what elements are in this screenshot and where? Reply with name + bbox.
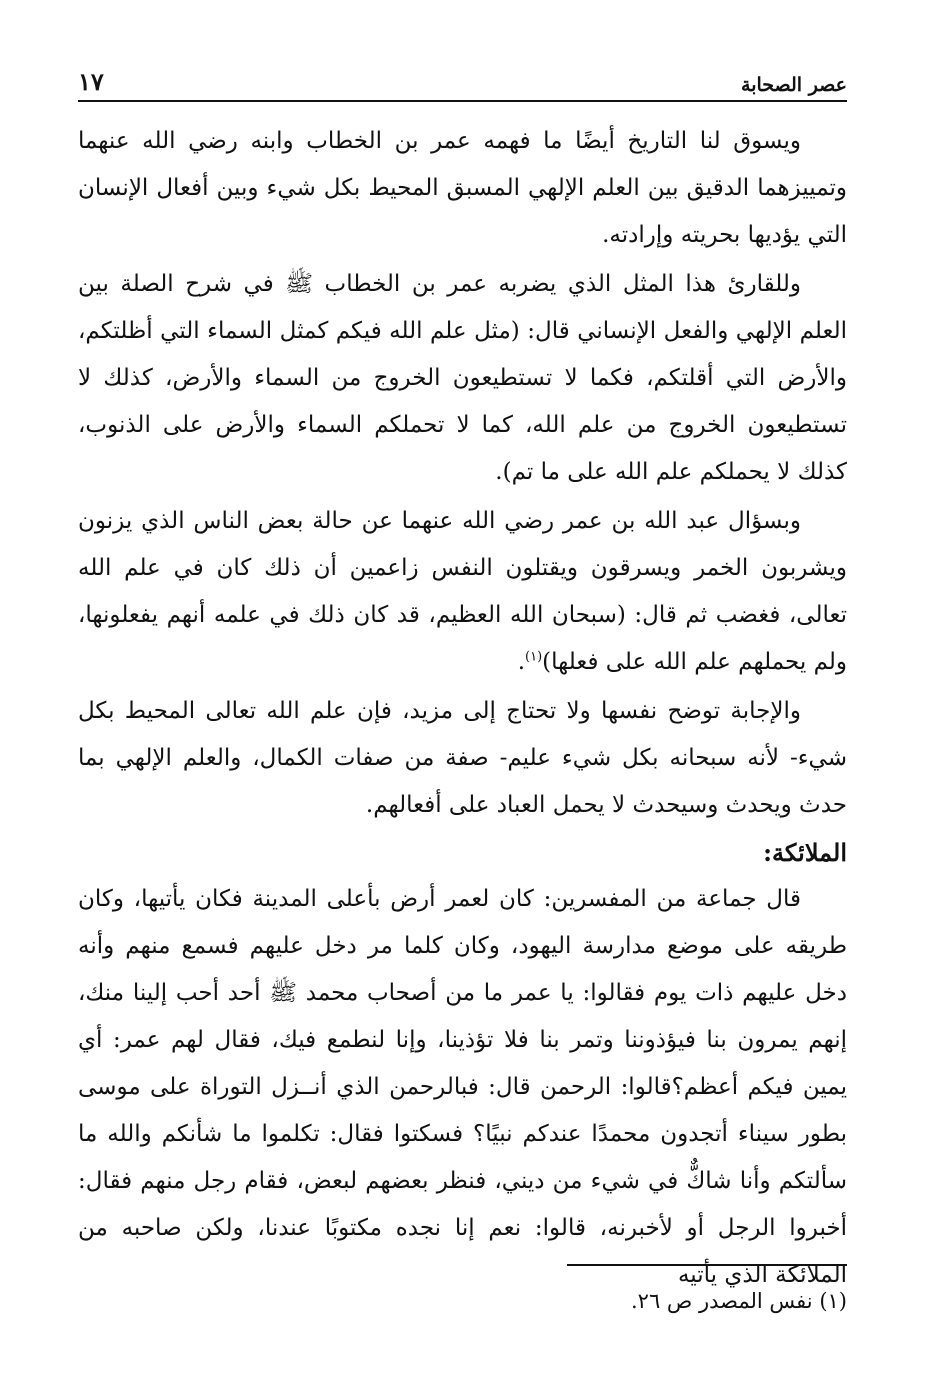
section-heading: الملائكة: (763, 838, 847, 867)
footnote: (١) نفس المصدر ص ٢٦. (630, 1289, 847, 1313)
paragraph-1: ويسوق لنا التاريخ أيضًا ما فهمه عمر بن الخطاب وابنه رضي الله عنهما وتمييزهما الدقيق بين العلم الإلهي المسبق المحيط بكل شيء وبين أفعال الإنسان التي يؤديها بحريته وإرادته. (78, 128, 847, 248)
footnote-reference[interactable]: (١) (525, 649, 543, 665)
running-title: عصر الصحابة (741, 74, 847, 96)
page-number: ١٧ (78, 67, 104, 96)
paragraph-2: وللقارئ هذا المثل الذي يضربه عمر بن الخطاب ﷺ في شرح الصلة بين العلم الإلهي والفعل الإنساني قال: (مثل علم الله فيكم كمثل السماء التي أظلتكم، والأرض التي أقلتكم، فكما لا تستطيعون الخروج من السماء والأرض، كذلك لا تستطيعون الخروج من علم الله، كما لا تحملكم السماء والأرض على الذنوب، كذلك لا يحملكم علم الله على ما تم). (78, 271, 847, 485)
running-header (78, 66, 847, 102)
paragraph-3 (78, 498, 847, 686)
paragraph-4: والإجابة توضح نفسها ولا تحتاج إلى مزيد، فإن علم الله تعالى المحيط بكل شيء- لأنه سبحانه بكل شيء عليم- صفة من صفات الكمال، والعلم الإلهي بما حدث ويحدث وسيحدث لا يحمل العباد على أفعالهم. (78, 698, 847, 818)
paragraph-3-text: وبسؤال عبد الله بن عمر رضي الله عنهما عن حالة بعض الناس الذي يزنون ويشربون الخمر ويسرقون ويقتلون النفس زاعمين أن ذلك كان في علم الله تعالى، فغضب ثم قال: (سبحان الله العظيم، قد كان ذلك في علمه أنهم يفعلونها، ولم يحملهم علم الله على فعلها) (78, 508, 847, 675)
footnote-divider (567, 1264, 847, 1266)
body-text (78, 118, 847, 1299)
paragraph-3-end: . (517, 649, 526, 675)
paragraph-5: قال جماعة من المفسرين: كان لعمر أرض بأعلى المدينة فكان يأتيها، وكان طريقه على موضع مدارسة اليهود، وكان كلما مر دخل عليهم فسمع منهم وأنه دخل عليهم ذات يوم فقالوا: يا عمر ما من أصحاب محمد ﷺ أحد أحب إلينا منك، إنهم يمرون بنا فيؤذوننا وتمر بنا فلا تؤذينا، وإنا لنطمع فيك، فقال لهم عمر: أي يمين فيكم أعظم؟قالوا: الرحمن قال: فبالرحمن الذي أنــزل التوراة على موسى بطور سيناء أتجدون محمدًا عندكم نبيًا؟ فسكتوا فقال: تكلموا ما شأنكم والله ما سألتكم وأنا شاكٌّ في شيء من ديني، فنظر بعضهم لبعض، فقام رجل منهم فقال: أخبروا الرجل أو لأخبرنه، قالوا: نعم إنا نجده مكتوبًا عندنا، ولكن صاحبه من الملائكة الذي يأتيه (78, 886, 847, 1288)
